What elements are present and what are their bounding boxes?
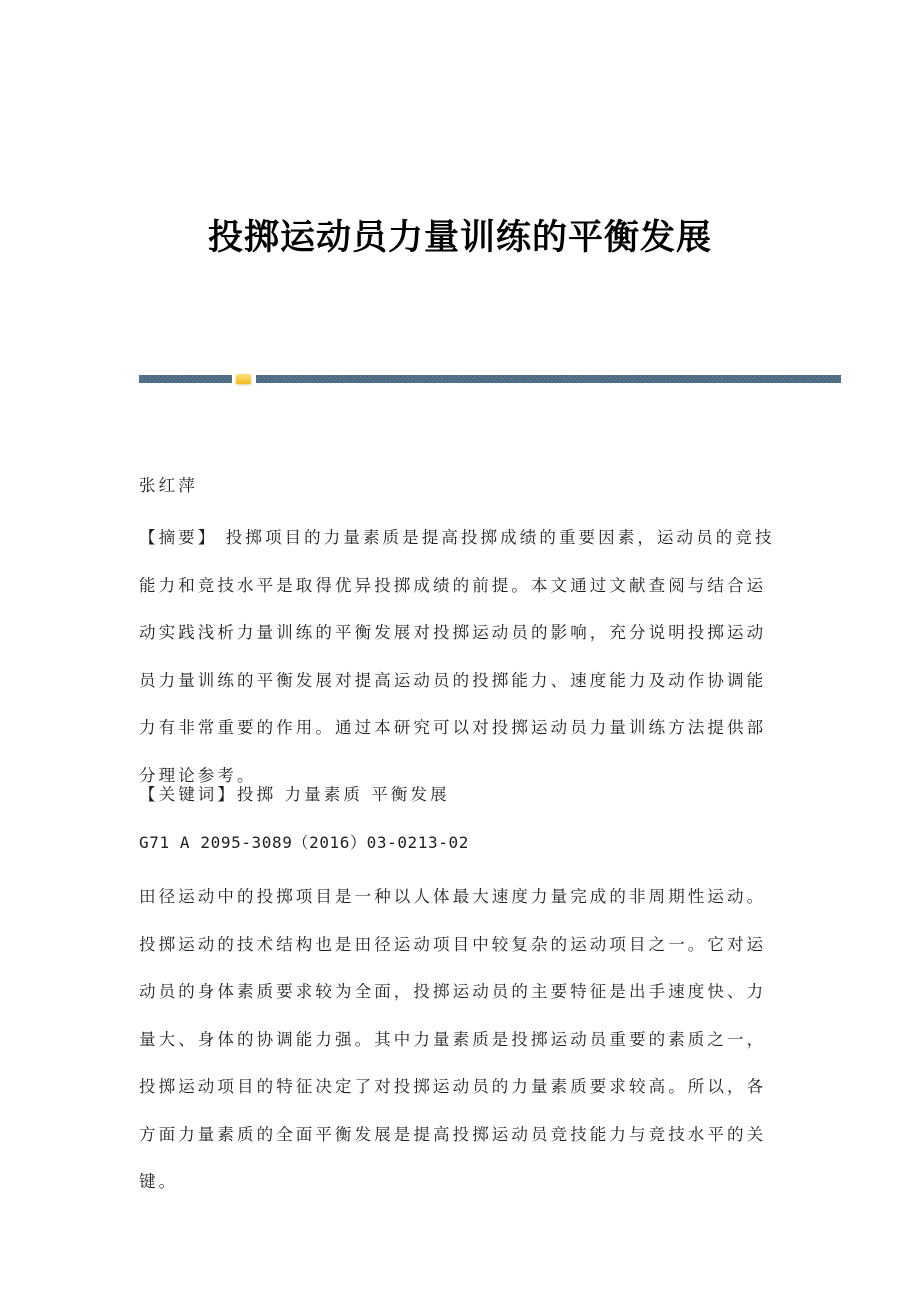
keywords-label: 【关键词】 (139, 785, 237, 804)
title-divider (139, 375, 841, 383)
abstract-label: 【摘要】 (139, 528, 218, 547)
keywords-text: 投掷 力量素质 平衡发展 (237, 785, 450, 804)
gold-ornament-icon (236, 374, 251, 384)
author-name: 张红萍 (139, 476, 198, 495)
keywords (139, 771, 784, 819)
document-title: 投掷运动员力量训练的平衡发展 (207, 217, 712, 259)
body-paragraph: 田径运动中的投掷项目是一种以人体最大速度力量完成的非周期性运动。投掷运动的技术结构也是田径运动项目中较复杂的运动项目之一。它对运动员的身体素质要求较为全面，投掷运动员的主要特征是出手速度快、力量大、身体的协调能力强。其中力量素质是投掷运动员重要的素质之一，投掷运动项目的特征决定了对投掷运动员的力量素质要求较高。所以，各方面力量素质的全面平衡发展是提高投掷运动员竞技能力与竞技水平的关键。 (139, 887, 767, 1191)
abstract (139, 514, 784, 799)
divider-bar-right (256, 375, 841, 383)
abstract-text: 投掷项目的力量素质是提高投掷成绩的重要因素，运动员的竞技能力和竞技水平是取得优异投掷成绩的前提。本文通过文献查阅与结合运动实践浅析力量训练的平衡发展对投掷运动员的影响，充分说明投掷运动员力量训练的平衡发展对提高运动员的投掷能力、速度能力及动作协调能力有非常重要的作用。通过本研究可以对投掷运动员力量训练方法提供部分理论参考。 (139, 528, 775, 785)
divider-bar-left (139, 375, 232, 383)
classification-code: G71 A 2095-3089（2016）03-0213-02 (139, 833, 469, 852)
